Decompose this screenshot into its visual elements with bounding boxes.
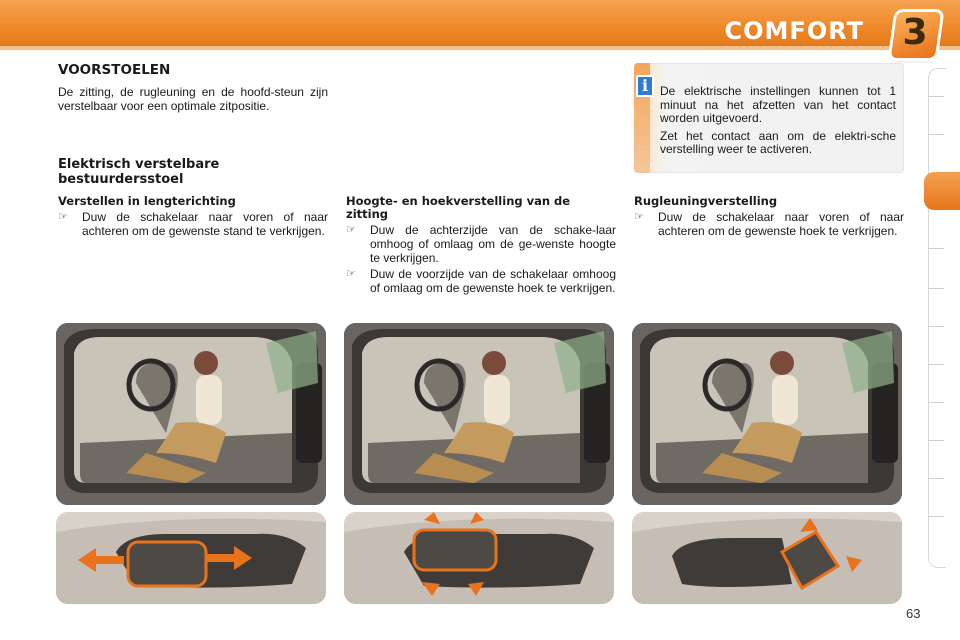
info-text xyxy=(660,85,896,157)
info-paragraph: De elektrische instellingen kunnen tot 1 minuut na het afzetten van het contact worden uitgevoerd. xyxy=(660,84,896,125)
info-box xyxy=(634,63,904,173)
tab-divider xyxy=(928,516,944,517)
column-heading: Hoogte- en hoekverstelling van de zitting xyxy=(346,194,571,221)
pointing-hand-icon: ☞ xyxy=(346,268,356,280)
driver-seat-illustration xyxy=(344,323,614,505)
chapter-title: COMFORT xyxy=(724,17,864,45)
info-icon: i xyxy=(636,75,654,97)
instruction-item: ☞ Duw de voorzijde van de schakelaar omhoog of omlaag om de gewenste hoek te verkrijgen. xyxy=(346,267,616,295)
section-intro: De zitting, de rugleuning en de hoofd-steun zijn verstelbaar voor een optimale zitpositie. xyxy=(58,85,328,113)
tab-divider xyxy=(928,478,944,479)
column-height-tilt-adjust xyxy=(346,195,616,295)
column-heading: Verstellen in lengterichting xyxy=(58,194,236,208)
tab-divider xyxy=(928,440,944,441)
tab-divider xyxy=(928,134,944,135)
pointing-hand-icon: ☞ xyxy=(634,211,644,223)
column-length-adjust xyxy=(58,195,328,238)
chapter-tab-active[interactable] xyxy=(924,172,960,210)
instruction-item: ☞ Duw de schakelaar naar voren of naar achteren om de gewenste hoek te verkrijgen. xyxy=(634,210,904,238)
seat-switch-backrest-illustration xyxy=(632,512,902,604)
page-header xyxy=(0,0,960,58)
tab-divider xyxy=(928,326,944,327)
seat-switch-height-tilt-illustration xyxy=(344,512,614,604)
section-title: VOORSTOELEN xyxy=(58,62,171,78)
header-stripe xyxy=(0,46,960,50)
column-heading: Rugleuningverstelling xyxy=(634,194,778,208)
page-number: 63 xyxy=(906,606,921,621)
chapter-number: 3 xyxy=(902,12,928,53)
column-backrest-adjust xyxy=(634,195,904,238)
tab-divider xyxy=(928,288,944,289)
instruction-item: ☞ Duw de achterzijde van de schake-laar omhoog of omlaag om de ge-wenste hoogte te verkrijgen. xyxy=(346,223,616,265)
tab-divider xyxy=(928,96,944,97)
seat-switch-length-illustration xyxy=(56,512,326,604)
instruction-item: ☞ Duw de schakelaar naar voren of naar achteren om de gewenste stand te verkrijgen. xyxy=(58,210,328,238)
section-subtitle: Elektrisch verstelbare bestuurdersstoel xyxy=(58,157,220,187)
driver-seat-illustration xyxy=(56,323,326,505)
driver-seat-illustration xyxy=(632,323,902,505)
tab-divider xyxy=(928,364,944,365)
chapter-tab-strip xyxy=(928,68,946,568)
tab-divider xyxy=(928,402,944,403)
pointing-hand-icon: ☞ xyxy=(58,211,68,223)
info-paragraph: Zet het contact aan om de elektri-sche verstelling weer te activeren. xyxy=(660,128,896,156)
pointing-hand-icon: ☞ xyxy=(346,224,356,236)
tab-divider xyxy=(928,248,944,249)
